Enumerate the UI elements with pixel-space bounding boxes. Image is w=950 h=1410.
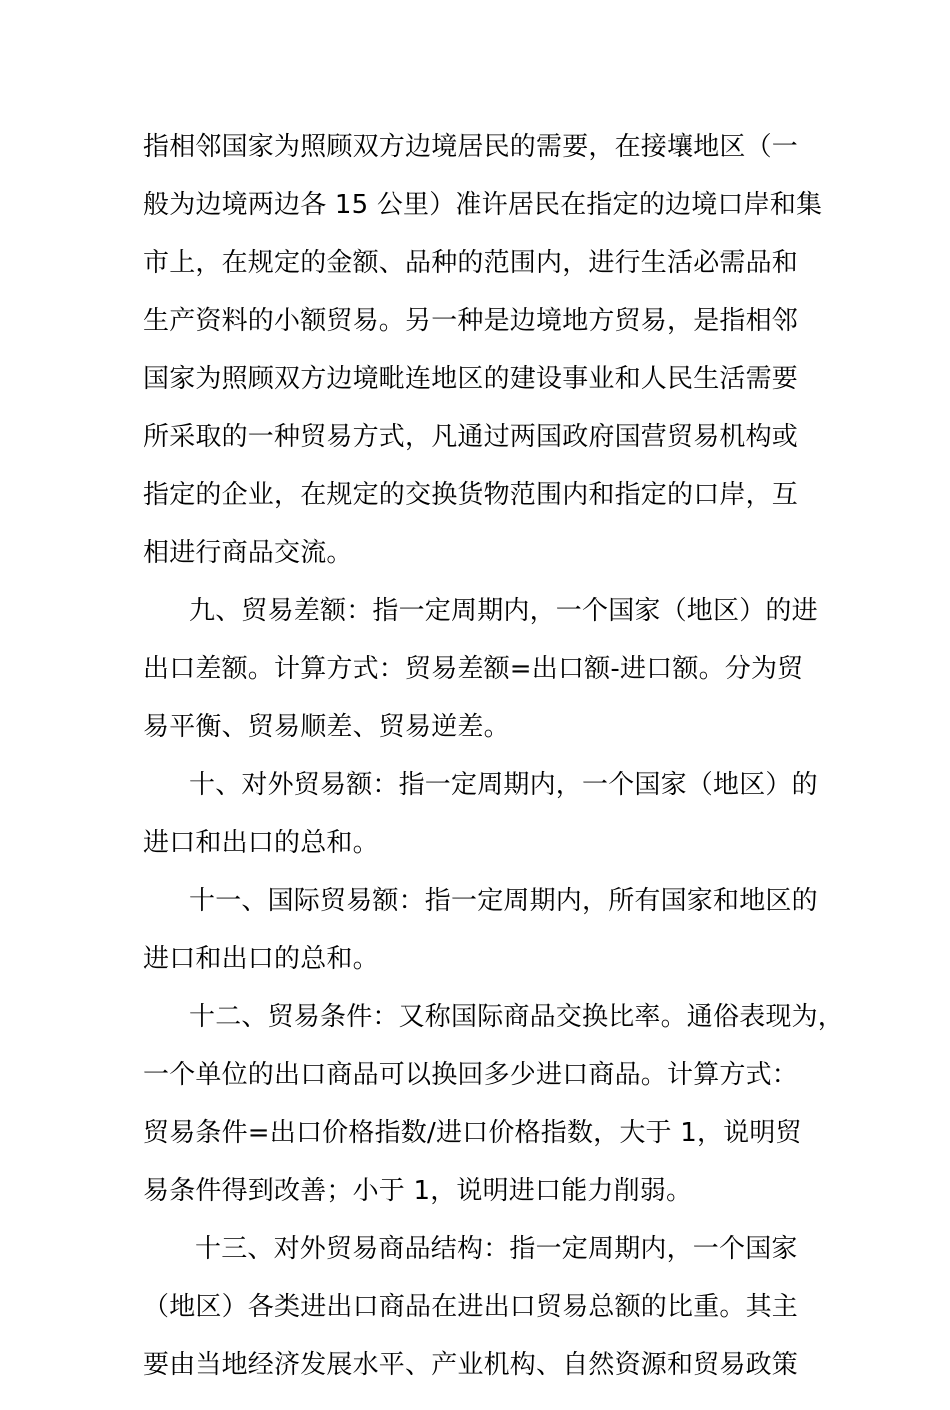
paragraph-border-trade-continued — [143, 134, 823, 598]
text-line: 相进行商品交流。 — [143, 538, 353, 568]
text-line: 易条件得到改善；小于 1，说明进口能力削弱。 — [143, 1176, 693, 1206]
text-line: 十二、贸易条件：又称国际商品交换比率。通俗表现为， — [189, 1002, 845, 1032]
text-line: 易平衡、贸易顺差、贸易逆差。 — [143, 712, 510, 742]
text-line: 九、贸易差额：指一定周期内，一个国家（地区）的进 — [189, 596, 818, 626]
text-line: 十一、国际贸易额：指一定周期内，所有国家和地区的 — [189, 886, 818, 916]
text-line: 要由当地经济发展水平、产业机构、自然资源和贸易政策 — [143, 1350, 799, 1380]
text-line: 般为边境两边各 15 公里）准许居民在指定的边境口岸和集 — [143, 190, 823, 220]
text-line: 十、对外贸易额：指一定周期内，一个国家（地区）的 — [189, 770, 818, 800]
text-line: （地区）各类进出口商品在进出口贸易总额的比重。其主 — [143, 1292, 799, 1322]
paragraph-terms-of-trade — [143, 1002, 845, 1236]
text-line: 指相邻国家为照顾双方边境居民的需要，在接壤地区（一 — [143, 132, 799, 162]
text-line: 一个单位的出口商品可以换回多少进口商品。计算方式： — [143, 1060, 799, 1090]
text-line: 生产资料的小额贸易。另一种是边境地方贸易，是指相邻 — [143, 306, 799, 336]
text-line: 国家为照顾双方边境毗连地区的建设事业和人民生活需要 — [143, 364, 799, 394]
text-line: 出口差额。计算方式：贸易差额=出口额-进口额。分为贸 — [143, 654, 804, 684]
paragraph-commodity-structure — [143, 1236, 823, 1410]
text-line: 贸易条件=出口价格指数/进口价格指数，大于 1，说明贸 — [143, 1118, 802, 1148]
paragraph-trade-balance — [143, 598, 823, 772]
text-line: 市上，在规定的金额、品种的范围内，进行生活必需品和 — [143, 248, 799, 278]
text-line: 进口和出口的总和。 — [143, 828, 379, 858]
body-text — [143, 132, 845, 1410]
text-line: 进口和出口的总和。 — [143, 944, 379, 974]
text-line: 所采取的一种贸易方式，凡通过两国政府国营贸易机构或 — [143, 422, 799, 452]
paragraph-international-trade-value — [143, 888, 823, 1004]
text-line: 指定的企业，在规定的交换货物范围内和指定的口岸，互 — [143, 480, 799, 510]
paragraph-foreign-trade-value — [143, 772, 823, 888]
text-line: 十三、对外贸易商品结构：指一定周期内，一个国家 — [195, 1234, 798, 1264]
